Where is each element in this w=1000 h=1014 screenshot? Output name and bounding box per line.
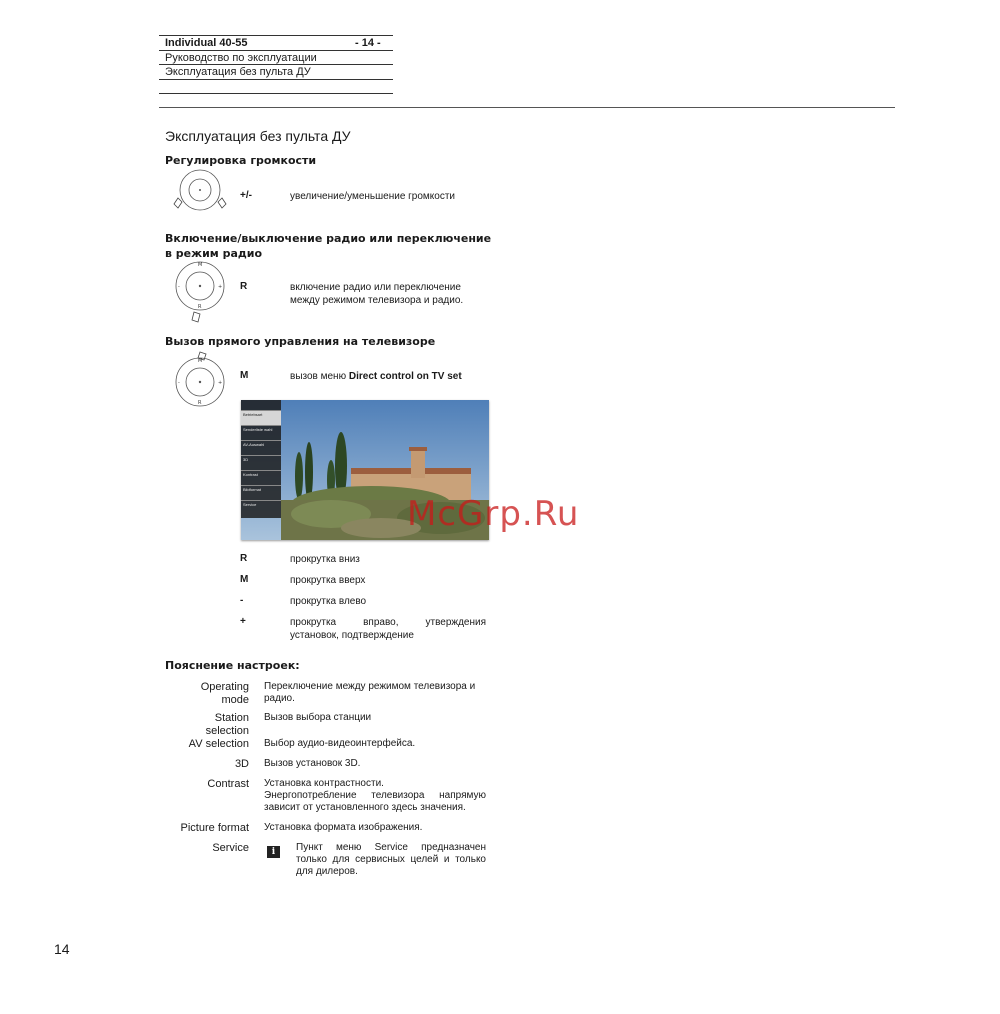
header-rule	[159, 64, 393, 65]
term-station-selection	[165, 712, 249, 738]
volume-heading: Регулировка громкости	[165, 154, 317, 167]
key-description: прокрутка влево	[290, 596, 367, 607]
key-description: прокрутка вверх	[290, 575, 366, 586]
key-label: +	[240, 616, 246, 627]
page-divider	[159, 107, 895, 108]
svg-text:-: -	[178, 380, 180, 386]
header-rule	[159, 35, 393, 36]
def-line: Установка контрастности.	[264, 778, 384, 789]
control-dial-icon	[172, 168, 228, 214]
key-label: R	[240, 553, 248, 564]
direct-desc-menu-name: Direct control on TV set	[348, 371, 462, 382]
header-rule	[159, 79, 393, 80]
def-av-selection: Выбор аудио-видеоинтерфейса.	[264, 738, 416, 749]
svg-text:R: R	[198, 400, 202, 406]
radio-key: R	[240, 281, 248, 292]
page-number: 14	[54, 941, 70, 957]
radio-heading-line: в режим радио	[165, 247, 263, 260]
term-contrast: Contrast	[207, 778, 249, 790]
watermark: McGrp.Ru	[407, 494, 580, 534]
direct-key: M	[240, 370, 249, 381]
header-rule	[159, 50, 393, 51]
term-line: Operating	[200, 681, 249, 693]
def-line: Энергопотребление телевизора напрямую зависит от установленного здесь значения.	[264, 790, 486, 813]
page-title: Эксплуатация без пульта ДУ	[165, 128, 351, 144]
term-av-selection: AV selection	[188, 738, 249, 750]
direct-desc	[290, 370, 462, 383]
def-operating-mode: Переключение между режимом телевизора и радио.	[264, 681, 476, 704]
radio-desc-line: между режимом телевизора и радио.	[290, 295, 464, 306]
term-operating-mode	[165, 681, 249, 707]
tv-menu-item: Service	[241, 500, 281, 515]
term-line: Station	[214, 712, 249, 724]
tv-menu-item: Betriebsart	[241, 410, 281, 425]
svg-text:M: M	[198, 262, 203, 268]
tv-menu-item: Senderliste wahl	[241, 425, 281, 440]
svg-text:R: R	[198, 304, 202, 310]
direct-heading: Вызов прямого управления на телевизоре	[165, 335, 436, 348]
radio-desc	[290, 281, 463, 307]
header-section: Эксплуатация без пульта ДУ	[165, 66, 311, 78]
def-station-selection: Вызов выбора станции	[264, 712, 372, 723]
header-model: Individual 40-55	[165, 37, 248, 49]
info-icon: i	[267, 846, 280, 858]
header-rule	[159, 93, 393, 94]
svg-text:+: +	[218, 284, 223, 290]
svg-text:M: M	[198, 358, 203, 364]
svg-text:+: +	[218, 380, 223, 386]
term-picture-format: Picture format	[180, 822, 249, 834]
def-3d: Вызов установок 3D.	[264, 758, 361, 769]
term-service: Service	[212, 842, 249, 854]
key-label: -	[240, 595, 244, 606]
radio-desc-line: включение радио или переключение	[290, 282, 461, 293]
radio-heading	[165, 231, 491, 261]
key-label: M	[240, 574, 249, 585]
tv-menu-item: 3D	[241, 455, 281, 470]
direct-desc-prefix: вызов меню	[290, 371, 347, 382]
volume-key: +/-	[240, 190, 252, 201]
tv-menu-item: AV-Auswahl	[241, 440, 281, 455]
tv-menu-item: Kontrast	[241, 470, 281, 485]
term-line: selection	[205, 725, 249, 737]
explanation-heading: Пояснение настроек:	[165, 659, 300, 672]
svg-text:-: -	[178, 284, 180, 290]
term-3d: 3D	[234, 758, 249, 770]
term-line: mode	[221, 694, 249, 706]
control-dial-icon	[172, 260, 228, 324]
header-manual: Руководство по эксплуатации	[165, 52, 317, 64]
key-description: прокрутка вправо, утверждения установок, подтверждение	[290, 617, 486, 641]
volume-desc: увеличение/уменьшение громкости	[290, 191, 456, 202]
header-page-marker: - 14 -	[355, 37, 381, 49]
def-service: Пункт меню Service предназначен только для сервисных целей и только для дилеров.	[296, 842, 486, 877]
def-picture-format: Установка формата изображения.	[264, 822, 423, 833]
tv-menu-item: Bildformat	[241, 485, 281, 500]
def-contrast	[264, 778, 486, 814]
key-description: прокрутка вниз	[290, 554, 360, 565]
control-dial-icon	[172, 350, 228, 408]
radio-heading-line: Включение/выключение радио или переключение	[165, 232, 492, 245]
